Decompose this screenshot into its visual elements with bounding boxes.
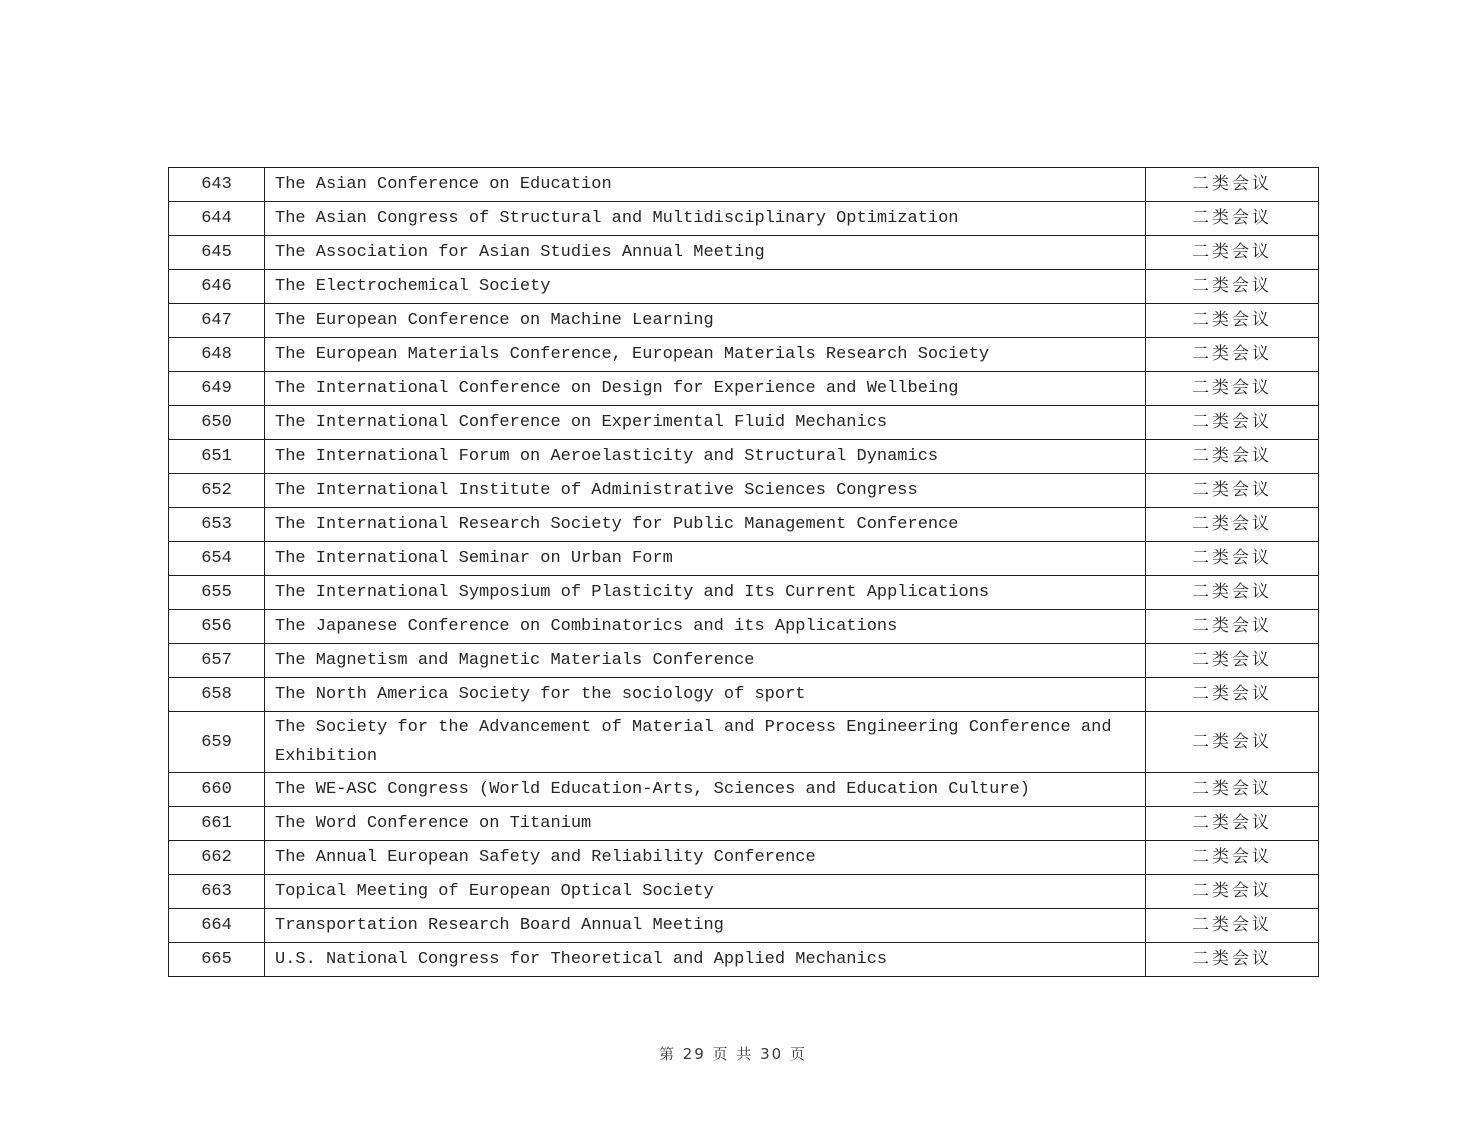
conference-name-cell: The Asian Congress of Structural and Multidisciplinary Optimization xyxy=(265,202,1146,236)
conference-name-cell: The European Conference on Machine Learning xyxy=(265,304,1146,338)
conference-name-cell: U.S. National Congress for Theoretical and Applied Mechanics xyxy=(265,943,1146,977)
category-cell: 二类会议 xyxy=(1146,943,1319,977)
conference-name-cell: Topical Meeting of European Optical Society xyxy=(265,875,1146,909)
category-cell: 二类会议 xyxy=(1146,406,1319,440)
row-index-cell: 654 xyxy=(169,542,265,576)
row-index-cell: 644 xyxy=(169,202,265,236)
table-row xyxy=(169,372,1319,406)
category-cell: 二类会议 xyxy=(1146,168,1319,202)
conference-name-cell: The WE-ASC Congress (World Education-Arts, Sciences and Education Culture) xyxy=(265,773,1146,807)
table-row xyxy=(169,236,1319,270)
table-row xyxy=(169,807,1319,841)
category-cell: 二类会议 xyxy=(1146,474,1319,508)
conference-name-cell: The International Conference on Design for Experience and Wellbeing xyxy=(265,372,1146,406)
conference-name-cell: The Word Conference on Titanium xyxy=(265,807,1146,841)
table-row xyxy=(169,610,1319,644)
category-cell: 二类会议 xyxy=(1146,304,1319,338)
row-index-cell: 657 xyxy=(169,644,265,678)
page-number-footer: 第 29 页 共 30 页 xyxy=(658,1045,807,1063)
conference-name-cell: The International Institute of Administrative Sciences Congress xyxy=(265,474,1146,508)
table-row xyxy=(169,542,1319,576)
category-cell: 二类会议 xyxy=(1146,909,1319,943)
row-index-cell: 651 xyxy=(169,440,265,474)
table-row xyxy=(169,168,1319,202)
table-row xyxy=(169,909,1319,943)
category-cell: 二类会议 xyxy=(1146,372,1319,406)
category-cell: 二类会议 xyxy=(1146,678,1319,712)
category-cell: 二类会议 xyxy=(1146,338,1319,372)
category-cell: 二类会议 xyxy=(1146,542,1319,576)
table-row xyxy=(169,841,1319,875)
row-index-cell: 660 xyxy=(169,773,265,807)
row-index-cell: 665 xyxy=(169,943,265,977)
category-cell: 二类会议 xyxy=(1146,236,1319,270)
table-row xyxy=(169,875,1319,909)
category-cell: 二类会议 xyxy=(1146,773,1319,807)
conference-table-body xyxy=(169,168,1319,977)
row-index-cell: 647 xyxy=(169,304,265,338)
table-row xyxy=(169,773,1319,807)
table-row xyxy=(169,440,1319,474)
row-index-cell: 664 xyxy=(169,909,265,943)
category-cell: 二类会议 xyxy=(1146,202,1319,236)
conference-name-cell: The International Research Society for Public Management Conference xyxy=(265,508,1146,542)
row-index-cell: 645 xyxy=(169,236,265,270)
row-index-cell: 648 xyxy=(169,338,265,372)
table-row xyxy=(169,508,1319,542)
conference-name-cell: The Electrochemical Society xyxy=(265,270,1146,304)
conference-name-cell: The European Materials Conference, European Materials Research Society xyxy=(265,338,1146,372)
conference-name-cell: The International Symposium of Plasticity and Its Current Applications xyxy=(265,576,1146,610)
conference-name-cell: The International Conference on Experimental Fluid Mechanics xyxy=(265,406,1146,440)
table-row xyxy=(169,474,1319,508)
table-row xyxy=(169,644,1319,678)
row-index-cell: 655 xyxy=(169,576,265,610)
conference-name-cell: The International Seminar on Urban Form xyxy=(265,542,1146,576)
category-cell: 二类会议 xyxy=(1146,712,1319,773)
row-index-cell: 653 xyxy=(169,508,265,542)
conference-name-cell: The Asian Conference on Education xyxy=(265,168,1146,202)
category-cell: 二类会议 xyxy=(1146,807,1319,841)
row-index-cell: 650 xyxy=(169,406,265,440)
row-index-cell: 661 xyxy=(169,807,265,841)
row-index-cell: 649 xyxy=(169,372,265,406)
conference-name-cell: The Magnetism and Magnetic Materials Conference xyxy=(265,644,1146,678)
table-row xyxy=(169,406,1319,440)
category-cell: 二类会议 xyxy=(1146,610,1319,644)
conference-name-cell: Transportation Research Board Annual Meeting xyxy=(265,909,1146,943)
conference-name-cell: The Association for Asian Studies Annual Meeting xyxy=(265,236,1146,270)
table-row xyxy=(169,678,1319,712)
row-index-cell: 659 xyxy=(169,712,265,773)
table-row xyxy=(169,576,1319,610)
category-cell: 二类会议 xyxy=(1146,440,1319,474)
row-index-cell: 646 xyxy=(169,270,265,304)
row-index-cell: 662 xyxy=(169,841,265,875)
conference-name-cell: The Japanese Conference on Combinatorics and its Applications xyxy=(265,610,1146,644)
conference-table xyxy=(168,167,1319,977)
table-row xyxy=(169,712,1319,773)
category-cell: 二类会议 xyxy=(1146,270,1319,304)
category-cell: 二类会议 xyxy=(1146,508,1319,542)
category-cell: 二类会议 xyxy=(1146,841,1319,875)
conference-name-cell: The Society for the Advancement of Material and Process Engineering Conference and Exhibition xyxy=(265,712,1146,773)
conference-name-cell: The North America Society for the sociology of sport xyxy=(265,678,1146,712)
category-cell: 二类会议 xyxy=(1146,875,1319,909)
row-index-cell: 663 xyxy=(169,875,265,909)
table-row xyxy=(169,270,1319,304)
table-row xyxy=(169,338,1319,372)
conference-name-cell: The Annual European Safety and Reliability Conference xyxy=(265,841,1146,875)
table-row xyxy=(169,202,1319,236)
category-cell: 二类会议 xyxy=(1146,576,1319,610)
row-index-cell: 656 xyxy=(169,610,265,644)
conference-name-cell: The International Forum on Aeroelasticity and Structural Dynamics xyxy=(265,440,1146,474)
table-row xyxy=(169,943,1319,977)
row-index-cell: 643 xyxy=(169,168,265,202)
category-cell: 二类会议 xyxy=(1146,644,1319,678)
row-index-cell: 658 xyxy=(169,678,265,712)
table-row xyxy=(169,304,1319,338)
row-index-cell: 652 xyxy=(169,474,265,508)
